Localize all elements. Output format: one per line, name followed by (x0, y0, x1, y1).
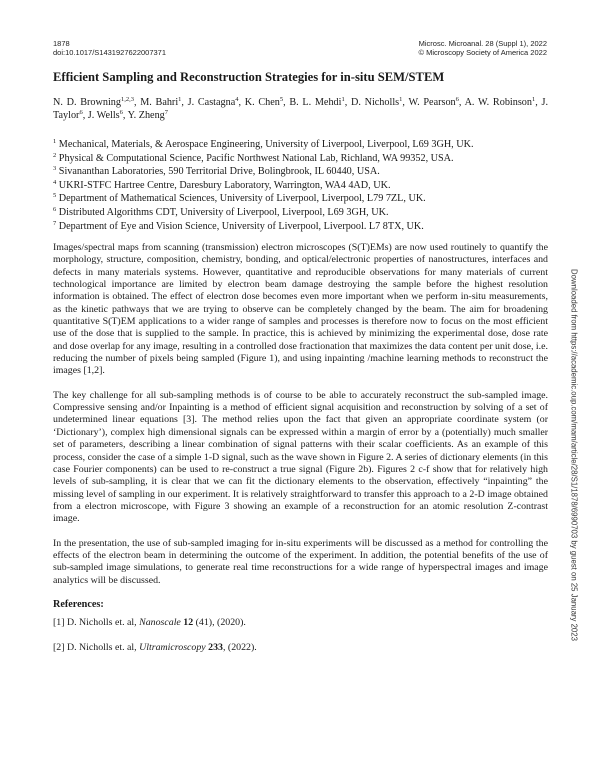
affiliation (53, 206, 548, 220)
affiliation-text: Department of Eye and Vision Science, University of Liverpool, Liverpool. L7 8TX, UK. (58, 220, 424, 232)
reference-volume: 12 (183, 617, 194, 629)
author-affiliation-mark: 1 (178, 96, 182, 103)
author-name: K. Chen (244, 97, 280, 108)
author-name: J. Wells (87, 110, 120, 121)
affiliation-list (53, 138, 548, 233)
author-affiliation-mark: 6 (119, 109, 123, 116)
references-heading: References: (53, 598, 104, 610)
author-affiliation-mark: 6 (79, 109, 83, 116)
author-affiliation-mark: 4 (235, 96, 239, 103)
paragraph-1: Images/spectral maps from scanning (transmission) electron microscopes (S(T)EMs) are now used routinely to quantify the morphology, structure, composition, chemistry, bonding, and optical/electronic properties of nanostructures, interfaces and defects in many materials systems. However, quantitative and reproducible observations for many materials of current technological importance are limited by electron beam damage destroying the sample before the highest resolution information is obtained. The effect of electron dose becomes even more important when we perform in-situ measurements, as the kinetic pathways that we are trying to observe can be completely changed by the beam. The aim for broadening quantitative S(T)EM applications to a wider range of samples and processes is therefore now to focus on the most efficient use of the dose that is supplied to the sample. In practice, this is achieved by minimizing the experimental dose, dose rate and dose overlap for any image, resulting in a controlled dose fractionation that maximizes the data content per unit dose, i.e. reducing the number of pixels being sampled (Figure 1), and using inpainting /machine learning methods to reconstruct the images [1,2]. (53, 242, 548, 377)
reference (53, 642, 548, 655)
affiliation-number: 2 (53, 151, 57, 159)
author-affiliation-mark: 1 (399, 96, 403, 103)
affiliation (53, 220, 548, 234)
header-right (419, 39, 548, 57)
author-name: J. Taylor (53, 97, 549, 121)
affiliation-text: Department of Mathematical Sciences, University of Liverpool, Liverpool, L79 7ZL, UK. (58, 193, 426, 205)
reference-journal: Ultramicroscopy (139, 641, 206, 653)
affiliation-text: Physical & Computational Science, Pacific Northwest National Lab, Richland, WA 99352, USA. (58, 152, 454, 164)
author (289, 97, 344, 108)
author (245, 97, 283, 108)
author-affiliation-mark: 6 (455, 96, 459, 103)
download-side-note: Downloaded from https://academic.oup.com/mam/article/28/S1/1878/6990703 by guest on 25 January 2023 (569, 269, 579, 641)
reference-prefix: [2] D. Nicholls et. al, (53, 641, 140, 653)
reference (53, 617, 548, 630)
author-name: W. Pearson (408, 97, 456, 108)
author-affiliation-mark: 5 (279, 96, 284, 103)
affiliation-number: 4 (53, 178, 57, 186)
author-affiliation-mark: 7 (164, 109, 169, 116)
affiliation-text: Sivananthan Laboratories, 590 Territorial Drive, Bolingbrook, IL 60440, USA. (58, 166, 380, 178)
author (351, 97, 402, 108)
copyright: © Microscopy Society of America 2022 (418, 48, 547, 57)
author-name: J. Castagna (187, 97, 236, 108)
author-name: M. Bahri (140, 97, 179, 108)
author-affiliation-mark: 1,2,3 (120, 96, 134, 103)
affiliation (53, 152, 548, 166)
paragraph-2: The key challenge for all sub-sampling methods is of course to be able to accurately reconstruct the sub-sampled image. Compressive sensing and/or Inpainting is a method of efficient signal acquisition and reconstruction by solving of a set of undetermined linear equations [3]. The method relies upon the fact that given an appropriate coordinate system (or ‘Dictionary’), complex high dimensional signals can be expressed within a margin of error by a (potentially) much smaller set of parameters, describing a linear combination of signal patterns with their scalar coefficients. As an example of this process, consider the case of a simple 1-D signal, such as the wave shown in Figure 2. A series of dictionary elements (in this case Fourier components) can be used to re-construct a true signal (Figure 2b). Figures 2 c-f show that for relatively high levels of sub-sampling, it is clear that we can fit the dictionary elements to the observation, effectively “inpainting” the missing level of sampling in our experiment. It is relatively straightforward to transfer this approach to a 2-D image obtained from a electron microscope, with Figure 3 showing an example of a reconstruction for an atomic resolution Z-contrast image. (53, 389, 548, 525)
author (88, 110, 123, 121)
reference-prefix: [1] D. Nicholls et. al, (53, 617, 140, 629)
journal-citation: Microsc. Microanal. 28 (Suppl 1), 2022 (418, 39, 547, 48)
author (408, 97, 458, 108)
author (128, 110, 168, 121)
author-name: D. Nicholls (350, 97, 400, 108)
affiliation-number: 5 (53, 192, 57, 200)
paper-title: Efficient Sampling and Reconstruction Strategies for in-situ SEM/STEM (53, 70, 445, 84)
doi[interactable]: doi:10.1017/S1431927622007371 (53, 48, 167, 57)
reference-journal: Nanoscale (139, 617, 181, 629)
reference-volume: 233 (208, 641, 223, 653)
affiliation (53, 138, 548, 152)
author (465, 97, 536, 108)
author-name: N. D. Browning (53, 97, 121, 108)
author-affiliation-mark: 1 (341, 96, 345, 103)
affiliation-number: 6 (53, 205, 57, 213)
affiliation-text: Mechanical, Materials, & Aerospace Engineering, University of Liverpool, Liverpool, L69 3GH, UK. (58, 139, 474, 150)
reference-rest: (41), (2020). (193, 617, 246, 629)
author-name: A. W. Robinson (464, 97, 532, 108)
author (188, 97, 239, 108)
author-name: Y. Zheng (127, 110, 165, 121)
paragraph-3: In the presentation, the use of sub-sampled imaging for in-situ experiments will be discussed as a method for controlling the effects of the electron beam in determining the outcome of the experiment. In addition, the potential benefits of the use of sub-sampled image simulations, to generate real time reconstructions for a wide range of hyperspectral images and image analytics will be discussed. (53, 537, 548, 586)
affiliation (53, 179, 548, 193)
author (53, 97, 134, 108)
page-number: 1878 (53, 39, 70, 48)
affiliation-number: 3 (53, 165, 57, 173)
author-affiliation-mark: 1 (532, 96, 536, 103)
affiliation (53, 165, 548, 179)
affiliation-text: Distributed Algorithms CDT, University of Liverpool, Liverpool, L69 3GH, UK. (58, 206, 389, 218)
affiliation-text: UKRI-STFC Hartree Centre, Daresbury Laboratory, Warrington, WA4 4AD, UK. (58, 179, 391, 191)
affiliation-number: 7 (53, 219, 57, 227)
paper-body (53, 242, 548, 666)
affiliation-number: 1 (53, 138, 57, 145)
author-list: N. D. Browning$^{1,2,3}$, M. Bahri$^1$, J. Castagna$^4$, K. Chen$^5$, B. L. Mehdi$^1$, D. Nicholls$^1$, W. Pearson$^6$, A. W. Robinson$^1$, J. Taylor$^6$, J. Wells$^6$, Y. Zheng$^7$ (53, 96, 549, 121)
affiliation (53, 192, 548, 206)
header-left (53, 39, 166, 57)
reference-list (53, 617, 548, 654)
reference-rest: , (2022). (222, 641, 257, 653)
author (140, 97, 181, 108)
author-name: B. L. Mehdi (289, 97, 342, 108)
